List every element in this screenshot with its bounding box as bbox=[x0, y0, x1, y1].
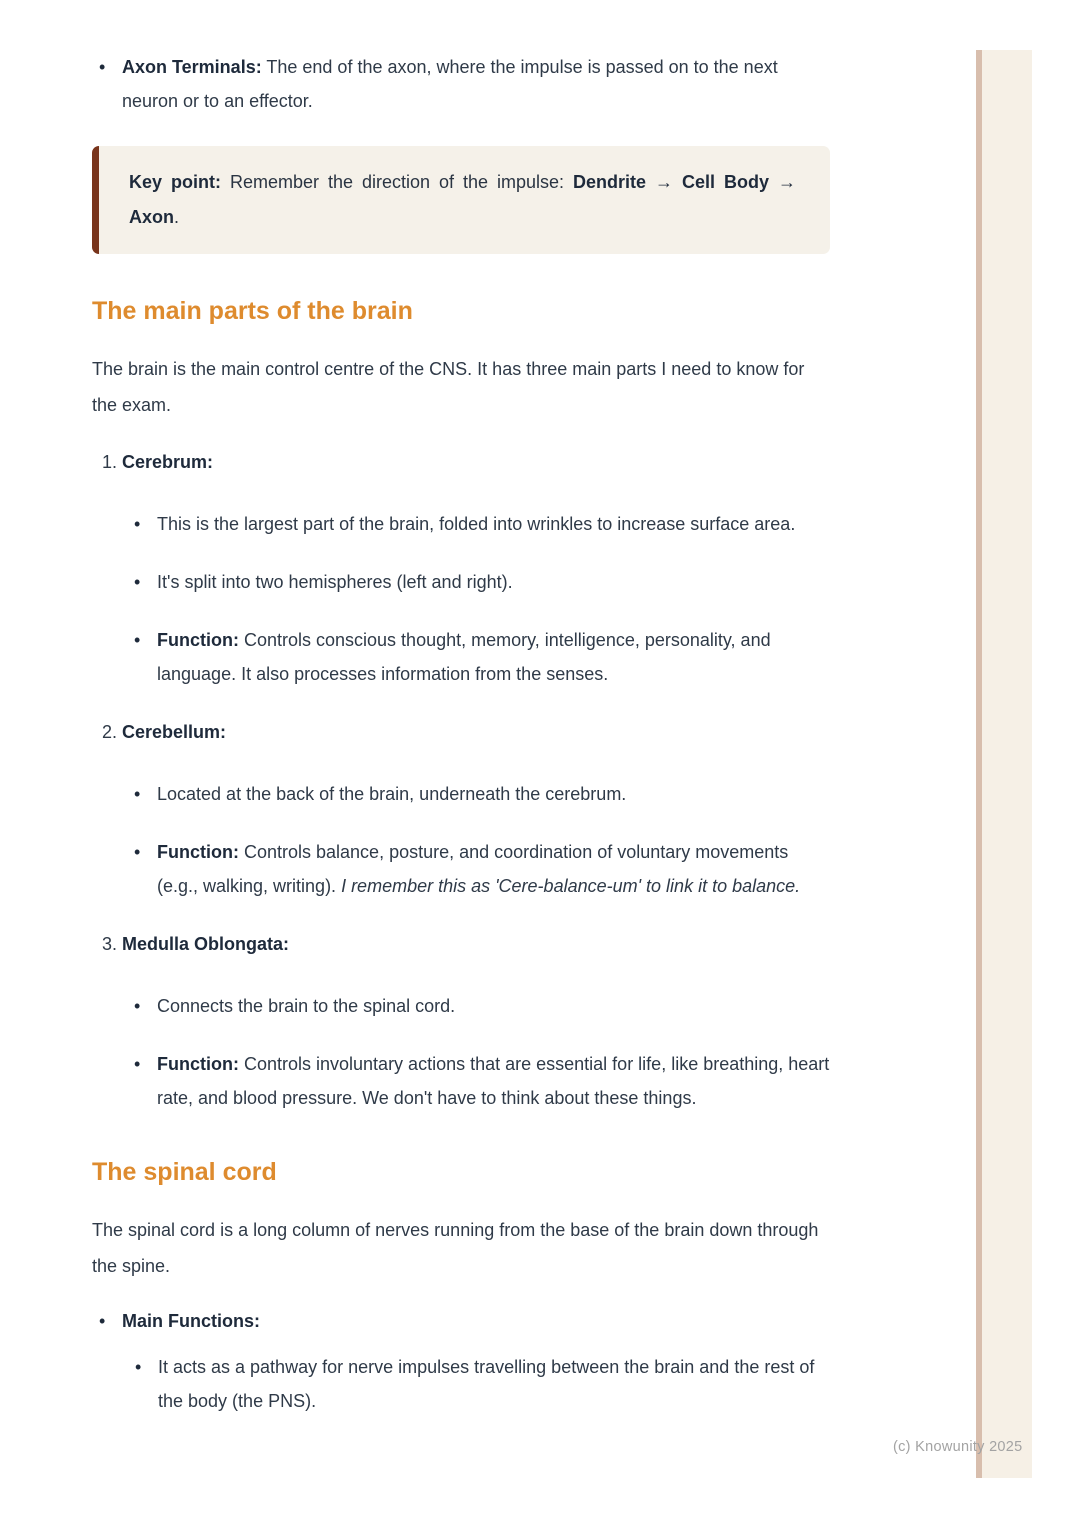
bullet-bold-lead: Function: bbox=[157, 842, 239, 862]
list-item-main-functions bbox=[92, 1304, 830, 1338]
cerebrum-heading bbox=[92, 445, 830, 479]
bullet-text: It acts as a pathway for nerve impulses travelling between the brain and the rest of the body (the PNS). bbox=[158, 1357, 815, 1411]
spinal-functions-list bbox=[92, 1304, 830, 1418]
section-title-spinal-cord: The spinal cord bbox=[92, 1158, 277, 1186]
cerebrum-title: Cerebrum: bbox=[122, 452, 214, 472]
key-point-suffix: . bbox=[174, 207, 180, 227]
watermark: (c) Knowunity 2025 bbox=[893, 1439, 1023, 1455]
list-item bbox=[92, 1047, 830, 1115]
spinal-intro-paragraph: The spinal cord is a long column of nerves running from the base of the brain down through the spine. bbox=[92, 1220, 819, 1276]
list-item bbox=[92, 1350, 830, 1418]
key-point-text bbox=[129, 165, 796, 235]
main-functions-label: Main Functions: bbox=[122, 1311, 260, 1331]
cerebellum-number: 2. bbox=[102, 722, 118, 742]
key-point-callout bbox=[92, 146, 830, 254]
key-point-label: Key point: bbox=[129, 172, 221, 192]
key-point-emphasis: Dendrite → Cell Body → Axon bbox=[129, 172, 796, 227]
axon-terminals-list bbox=[92, 50, 830, 118]
section-title-brain: The main parts of the brain bbox=[92, 297, 413, 325]
main-functions-sublist-wrap bbox=[92, 1350, 830, 1418]
list-item-axon-terminals bbox=[92, 50, 830, 118]
bullet-text: Controls involuntary actions that are essential for life, like breathing, heart rate, and blood pressure. We don't have to think about these things. bbox=[157, 1054, 830, 1108]
bullet-text: Controls balance, posture, and coordination of voluntary movements (e.g., walking, writing). bbox=[157, 842, 789, 896]
medulla-title: Medulla Oblongata: bbox=[122, 934, 290, 954]
axon-terminals-term: Axon Terminals: bbox=[122, 57, 262, 77]
page-content bbox=[92, 50, 830, 1428]
list-item bbox=[92, 989, 830, 1023]
brain-parts-list bbox=[92, 445, 830, 1115]
cerebrum-number: 1. bbox=[102, 452, 118, 472]
bullet-text: Connects the brain to the spinal cord. bbox=[157, 996, 456, 1016]
cerebrum-bullets bbox=[92, 507, 830, 691]
bullet-text: Located at the back of the brain, underneath the cerebrum. bbox=[157, 784, 627, 804]
list-item-medulla bbox=[92, 927, 830, 1115]
medulla-bullets bbox=[92, 989, 830, 1115]
bullet-bold-lead: Function: bbox=[157, 1054, 239, 1074]
list-item bbox=[92, 777, 830, 811]
bullet-italic-note: I remember this as 'Cere-balance-um' to link it to balance. bbox=[341, 876, 801, 896]
main-functions-sublist bbox=[92, 1350, 830, 1418]
list-item-cerebellum bbox=[92, 715, 830, 903]
cerebellum-bullets bbox=[92, 777, 830, 903]
list-item bbox=[92, 565, 830, 599]
key-point-body: Remember the direction of the impulse: bbox=[220, 172, 574, 192]
list-item-cerebrum bbox=[92, 445, 830, 691]
list-item bbox=[92, 835, 830, 903]
medulla-number: 3. bbox=[102, 934, 118, 954]
page-edge-strip bbox=[976, 50, 1032, 1478]
brain-intro-paragraph: The brain is the main control centre of the CNS. It has three main parts I need to know for the exam. bbox=[92, 359, 805, 415]
bullet-text: Controls conscious thought, memory, intelligence, personality, and language. It also processes information from the senses. bbox=[157, 630, 771, 684]
bullet-bold-lead: Function: bbox=[157, 630, 239, 650]
bullet-text: It's split into two hemispheres (left and right). bbox=[157, 572, 513, 592]
medulla-heading bbox=[92, 927, 830, 961]
list-item bbox=[92, 623, 830, 691]
axon-terminals-definition: The end of the axon, where the impulse is passed on to the next neuron or to an effector. bbox=[122, 57, 778, 111]
list-item bbox=[92, 507, 830, 541]
cerebellum-heading bbox=[92, 715, 830, 749]
bullet-text: This is the largest part of the brain, folded into wrinkles to increase surface area. bbox=[157, 514, 796, 534]
cerebellum-title: Cerebellum: bbox=[122, 722, 227, 742]
